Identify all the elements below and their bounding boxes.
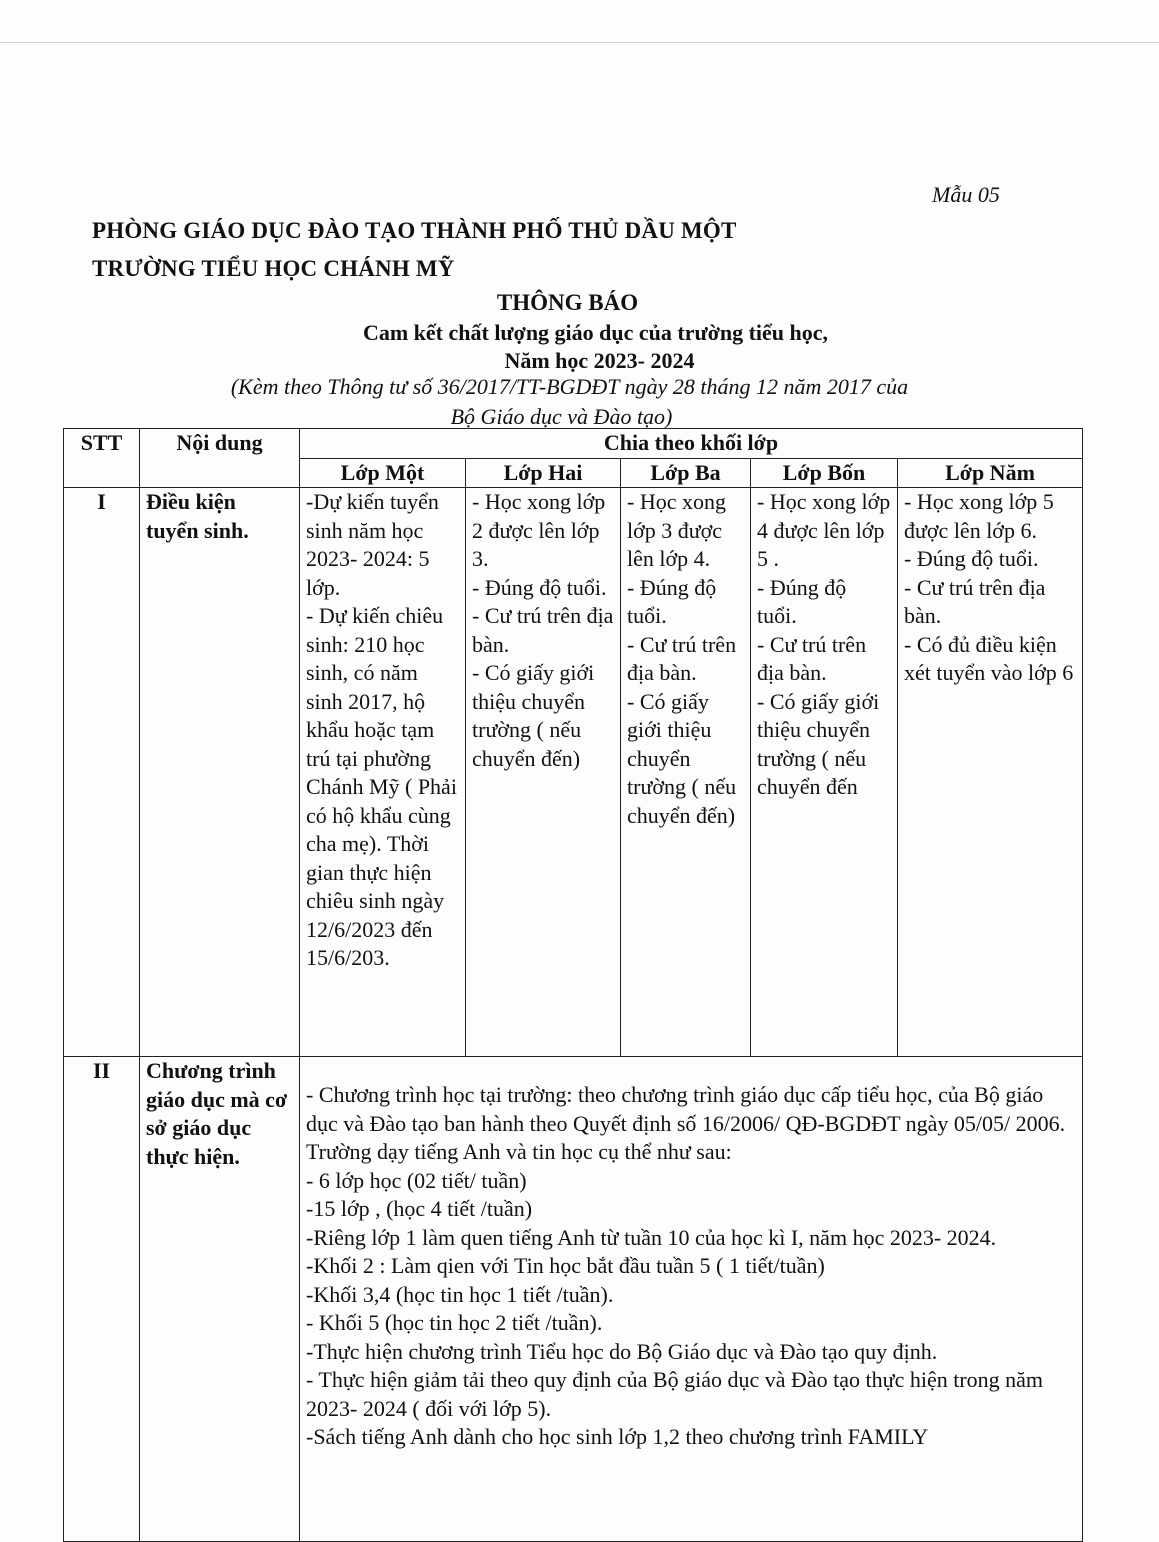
program-line: -Khối 3,4 (học tin học 1 tiết /tuần). bbox=[306, 1281, 614, 1307]
header-grade-group: Chia theo khối lớp bbox=[300, 429, 1083, 459]
table-header-row bbox=[64, 429, 1083, 459]
table-row bbox=[64, 1057, 1083, 1542]
row-content: Điều kiện tuyển sinh. bbox=[140, 488, 300, 1057]
school-name: TRƯỜNG TIỂU HỌC CHÁNH MỸ bbox=[92, 256, 455, 281]
header-stt: STT bbox=[64, 429, 140, 488]
program-description bbox=[300, 1057, 1083, 1542]
legal-reference: (Kèm theo Thông tư số 36/2017/TT-BGDĐT ngày 28 tháng 12 năm 2017 của bbox=[230, 374, 909, 399]
school-year: Năm học 2023- 2024 bbox=[504, 348, 695, 373]
notice-title: THÔNG BÁO bbox=[496, 290, 639, 315]
header-grade-2: Lớp Hai bbox=[466, 458, 621, 488]
header-grade-1: Lớp Một bbox=[300, 458, 466, 488]
form-number: Mẫu 05 bbox=[932, 182, 1000, 207]
header-grade-3: Lớp Ba bbox=[621, 458, 751, 488]
program-line: - 6 lớp học (02 tiết/ tuần) bbox=[306, 1167, 527, 1193]
row-number: II bbox=[64, 1057, 140, 1542]
row-content: Chương trình giáo dục mà cơ sở giáo dục thực hiện. bbox=[140, 1057, 300, 1542]
cell-grade-1: -Dự kiến tuyển sinh năm học 2023- 2024: 5 lớp. - Dự kiến chiêu sinh: 210 học sinh, có năm sinh 2017, hộ khẩu hoặc tạm trú tại phường Chánh Mỹ ( Phải có hộ khẩu cùng cha mẹ). Thời gian thực hiện chiêu sinh ngày 12/6/2023 đến 15/6/203. bbox=[300, 488, 466, 1057]
notice-subtitle: Cam kết chất lượng giáo dục của trường tiểu học, bbox=[362, 320, 829, 345]
department-name: PHÒNG GIÁO DỤC ĐÀO TẠO THÀNH PHỐ THỦ DẦU MỘT bbox=[92, 218, 737, 243]
legal-reference-issuer: Bộ Giáo dục và Đào tạo) bbox=[450, 404, 673, 429]
program-line: -Khối 2 : Làm qien với Tin học bắt đầu tuần 5 ( 1 tiết/tuần) bbox=[306, 1253, 825, 1278]
program-line: - Chương trình học tại trường: theo chương trình giáo dục cấp tiểu học, của Bộ giáo dục và Đào tạo ban hành theo Quyết định số 16/2006/ QĐ-BGDĐT ngày 05/05/ 2006. Trường dạy tiếng Anh và tin học cụ thể như sau: bbox=[306, 1082, 1066, 1164]
cell-grade-5: - Học xong lớp 5 được lên lớp 6. - Đúng độ tuổi. - Cư trú trên địa bàn. - Có đủ điều kiện xét tuyển vào lớp 6 bbox=[898, 488, 1083, 1057]
header-grade-5: Lớp Năm bbox=[898, 458, 1083, 488]
cell-grade-2: - Học xong lớp 2 được lên lớp 3. - Đúng độ tuổi. - Cư trú trên địa bàn. - Có giấy giới thiệu chuyển trường ( nếu chuyển đến) bbox=[466, 488, 621, 1057]
header-content: Nội dung bbox=[140, 429, 300, 488]
cell-grade-3: - Học xong lớp 3 được lên lớp 4. - Đúng độ tuổi. - Cư trú trên địa bàn. - Có giấy giới thiệu chuyển trường ( nếu chuyển đến) bbox=[621, 488, 751, 1057]
program-line: - Khối 5 (học tin học 2 tiết /tuần). bbox=[306, 1310, 603, 1335]
commitment-table bbox=[63, 428, 1083, 1542]
program-line: -15 lớp , (học 4 tiết /tuần) bbox=[306, 1196, 533, 1221]
program-line: - Thực hiện giảm tải theo quy định của Bộ giáo dục và Đào tạo thực hiện trong năm 2023- 2024 ( đối với lớp 5). bbox=[306, 1367, 1044, 1421]
cell-grade-4: - Học xong lớp 4 được lên lớp 5 . - Đúng độ tuổi. - Cư trú trên địa bàn. - Có giấy giới thiệu chuyển trường ( nếu chuyển đến bbox=[751, 488, 898, 1057]
header-grade-4: Lớp Bốn bbox=[751, 458, 898, 488]
scan-edge-line bbox=[0, 42, 1159, 43]
row-number: I bbox=[64, 488, 140, 1057]
table-row bbox=[64, 488, 1083, 1057]
program-line: -Riêng lớp 1 làm quen tiếng Anh từ tuần 10 của học kì I, năm học 2023- 2024. bbox=[306, 1224, 997, 1250]
program-line: -Sách tiếng Anh dành cho học sinh lớp 1,2 theo chương trình FAMILY bbox=[306, 1424, 929, 1449]
program-line: -Thực hiện chương trình Tiểu học do Bộ Giáo dục và Đào tạo quy định. bbox=[306, 1338, 938, 1364]
